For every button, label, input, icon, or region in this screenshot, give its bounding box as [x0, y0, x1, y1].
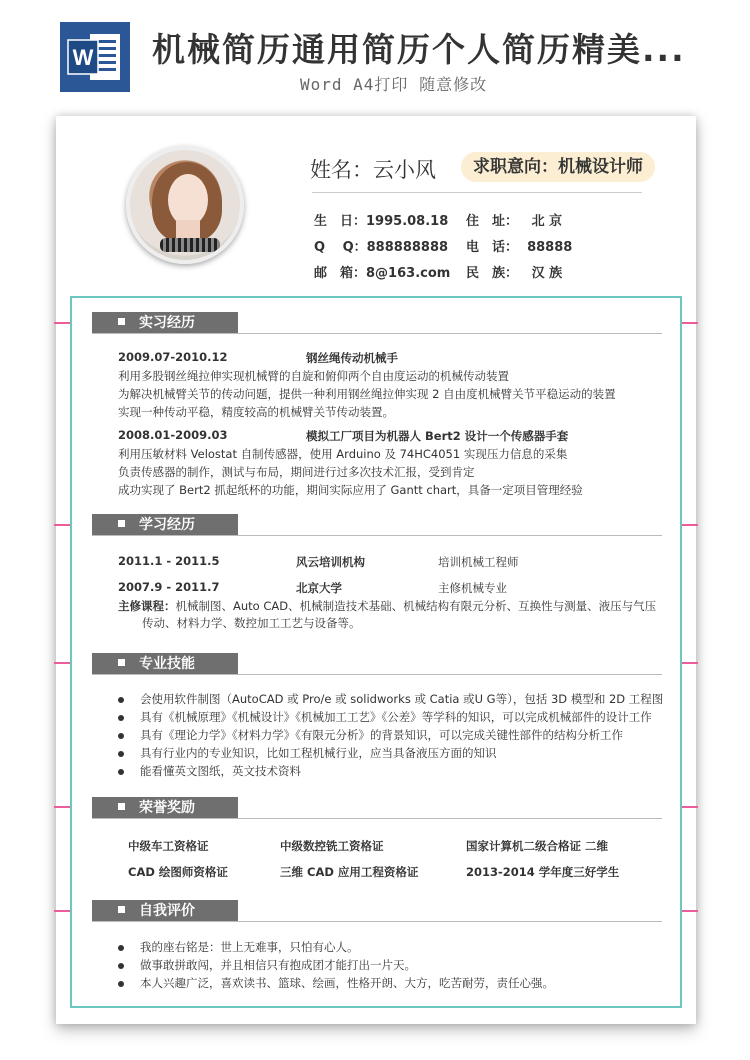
- square-bullet-icon: [118, 520, 125, 527]
- section-header-skills: 专业技能: [92, 653, 238, 675]
- self-eval-item: 我的座右铭是：世上无难事，只怕有心人。: [140, 940, 359, 954]
- name-label: 姓名：: [310, 158, 373, 182]
- education-2-school: 北京大学: [296, 581, 342, 595]
- bullet-icon: [118, 751, 124, 757]
- education-2-major: 主修机械专业: [438, 581, 507, 595]
- info-ethnicity: 民 族： 汉 族: [466, 266, 563, 281]
- word-icon-letter: W: [72, 45, 94, 70]
- frame-tick: [682, 322, 698, 324]
- award-item: 中级数控铣工资格证: [280, 839, 384, 853]
- internship-1-line: 利用多股钢丝绳拉伸实现机械臂的自旋和俯仰两个自由度运动的机械传动装置: [118, 369, 509, 383]
- name-divider: [312, 192, 642, 193]
- name-line: [310, 154, 436, 184]
- courses-label: 主修课程：: [118, 599, 176, 613]
- info-birthday: 生 日：1995.08.18: [314, 214, 449, 229]
- education-1-school: 风云培训机构: [296, 555, 365, 569]
- square-bullet-icon: [118, 659, 125, 666]
- education-1-date: 2011.1 - 2011.5: [118, 554, 220, 568]
- frame-tick: [54, 806, 70, 808]
- section-header-self-evaluation: 自我评价: [92, 900, 238, 922]
- award-item: 中级车工资格证: [128, 839, 209, 853]
- section-header-internship: 实习经历: [92, 312, 238, 334]
- square-bullet-icon: [118, 803, 125, 810]
- internship-1-date: 2009.07-2010.12: [118, 350, 228, 364]
- internship-2-line: 负责传感器的制作，测试与布局，期间进行过多次技术汇报，受到肯定: [118, 465, 475, 479]
- info-email: 邮 箱：8@163.com: [314, 266, 451, 281]
- self-eval-item: 做事敢拼敢闯，并且相信只有抱成团才能打出一片天。: [140, 958, 416, 972]
- section-rule: [92, 674, 662, 675]
- internship-2-role: 模拟工厂项目为机器人 Bert2 设计一个传感器手套: [306, 429, 569, 443]
- square-bullet-icon: [118, 906, 125, 913]
- section-rule: [92, 333, 662, 334]
- frame-tick: [682, 910, 698, 912]
- profile-photo: [126, 146, 244, 264]
- skill-item: 具有《理论力学》《材料力学》《有限元分析》的背景知识，可以完成关键性部件的结构分析工作: [140, 728, 623, 742]
- courses-line: 主修课程：机械制图、Auto CAD、机械制造技术基础、机械结构有限元分析、互换性与测量、液压与气压: [118, 599, 657, 613]
- frame-tick: [682, 662, 698, 664]
- internship-1-line: 为解决机械臂关节的传动问题，提供一种利用钢丝绳拉伸实现 2 自由度机械臂关节平稳运动的装置: [118, 387, 616, 401]
- frame-tick: [682, 524, 698, 526]
- award-item: CAD 绘图师资格证: [128, 865, 228, 879]
- intent-value: 机械设计师: [558, 157, 643, 177]
- internship-2-date: 2008.01-2009.03: [118, 428, 228, 442]
- section-rule: [92, 921, 662, 922]
- skill-item: 能看懂英文图纸，英文技术资料: [140, 764, 301, 778]
- internship-2-line: 利用压敏材料 Velostat 自制传感器，使用 Arduino 及 74HC4051 实现压力信息的采集: [118, 447, 568, 461]
- section-rule: [92, 535, 662, 536]
- document-subtitle: Word A4打印 随意修改: [300, 75, 488, 94]
- resume-page: [56, 116, 696, 1024]
- bullet-icon: [118, 733, 124, 739]
- section-header-awards: 荣誉奖励: [92, 797, 238, 819]
- section-header-education: 学习经历: [92, 514, 238, 536]
- frame-tick: [54, 662, 70, 664]
- word-document-icon: [60, 22, 130, 92]
- award-item: 三维 CAD 应用工程资格证: [280, 865, 419, 879]
- frame-tick: [682, 806, 698, 808]
- frame-tick: [54, 524, 70, 526]
- document-banner: [0, 0, 750, 108]
- info-qq: Q Q：888888888: [314, 240, 449, 255]
- section-rule: [92, 818, 662, 819]
- document-title: 机械简历通用简历个人简历精美...: [152, 30, 686, 69]
- courses-line-2: 传动、材料力学、数控加工工艺与设备等。: [142, 616, 361, 630]
- intent-label: 求职意向：: [473, 157, 558, 177]
- internship-1-role: 钢丝绳传动机械手: [306, 351, 398, 365]
- frame-tick: [54, 910, 70, 912]
- award-item: 国家计算机二级合格证 二维: [466, 839, 609, 853]
- bullet-icon: [118, 769, 124, 775]
- info-address: 住 址： 北 京: [466, 214, 563, 229]
- internship-2-line: 成功实现了 Bert2 抓起纸杯的功能，期间实际应用了 Gantt chart，具备一定项目管理经验: [118, 483, 583, 497]
- bullet-icon: [118, 981, 124, 987]
- skill-item: 会使用软件制图（AutoCAD 或 Pro/e 或 solidworks 或 Catia 或U G等），包括 3D 模型和 2D 工程图: [140, 692, 664, 706]
- job-intent-badge: [461, 152, 655, 182]
- bullet-icon: [118, 945, 124, 951]
- frame-tick: [54, 322, 70, 324]
- skill-item: 具有《机械原理》《机械设计》《机械加工工艺》《公差》等学科的知识，可以完成机械部件的设计工作: [140, 710, 652, 724]
- internship-1-line: 实现一种传动平稳，精度较高的机械臂关节传动装置。: [118, 405, 394, 419]
- education-2-date: 2007.9 - 2011.7: [118, 580, 220, 594]
- bullet-icon: [118, 715, 124, 721]
- award-item: 2013-2014 学年度三好学生: [466, 865, 620, 879]
- education-1-major: 培训机械工程师: [438, 555, 519, 569]
- bullet-icon: [118, 697, 124, 703]
- person-name: 云小风: [373, 158, 436, 182]
- info-phone: 电 话： 88888: [466, 240, 573, 255]
- skill-item: 具有行业内的专业知识，比如工程机械行业，应当具备液压方面的知识: [140, 746, 497, 760]
- bullet-icon: [118, 963, 124, 969]
- square-bullet-icon: [118, 318, 125, 325]
- self-eval-item: 本人兴趣广泛，喜欢读书、篮球、绘画，性格开朗、大方，吃苦耐劳，责任心强。: [140, 976, 554, 990]
